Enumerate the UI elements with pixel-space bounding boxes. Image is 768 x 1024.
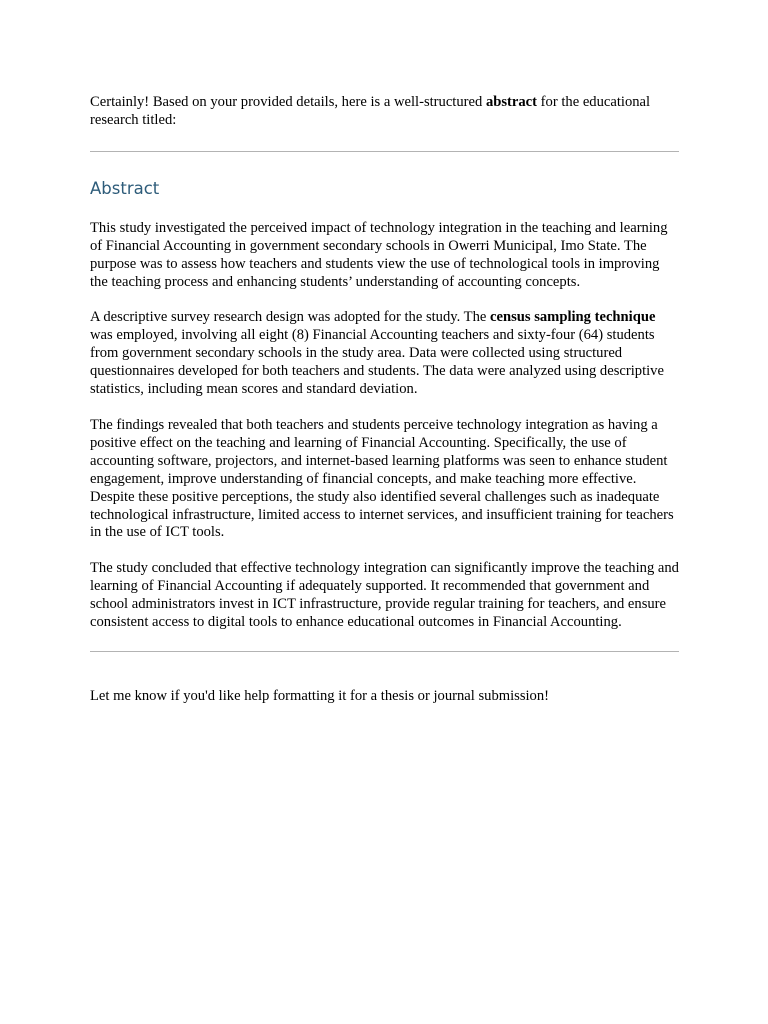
intro-text-end: for the educational research titled: [90, 94, 651, 128]
paragraph-2-bold-term: census sampling technique [490, 309, 656, 326]
divider-top [90, 151, 679, 152]
abstract-paragraph-4: The study concluded that effective technology integration can significantly improve the teaching and learning of Financial Accounting if adequately supported. It recommended that government and school administrators invest in ICT infrastructure, provide regular training for teachers, and ensure consistent access to digital tools to enhance educational outcomes in Financial Accounting. [90, 560, 679, 631]
intro-text [90, 94, 679, 130]
abstract-heading: Abstract [90, 178, 160, 198]
abstract-paragraph-3: The findings revealed that both teachers and students perceive technology integration as having a positive effect on the teaching and learning of Financial Accounting. Specifically, the use of accounting software, projectors, and internet-based learning platforms was seen to enhance student engagement, improve understanding of financial concepts, and make teaching more effective. Despite these positive perceptions, the study also identified several challenges such as inadequate technological infrastructure, limited access to internet services, and insufficient training for teachers in the use of ICT tools. [90, 416, 674, 541]
abstract-paragraph-1: This study investigated the perceived impact of technology integration in the teaching and learning of Financial Accounting in government secondary schools in Owerri Municipal, Imo State. The purpose was to assess how teachers and students view the use of technological tools in improving the teaching process and enhancing students’ understanding of accounting concepts. [90, 219, 668, 290]
closing-text: Let me know if you'd like help formatting it for a thesis or journal submission! [90, 687, 550, 704]
document-body [90, 94, 679, 706]
intro-bold-term: abstract [485, 94, 538, 110]
paragraph-2-start: A descriptive survey research design was adopted for the study. The [90, 309, 490, 326]
abstract-paragraph-2 [90, 309, 679, 399]
paragraph-2-end: was employed, involving all eight (8) Financial Accounting teachers and sixty-four (64) students from government secondary schools in the study area. Data were collected using structured questionnaires developed for both teachers and students. The data were analyzed using descriptive statistics, including mean scores and standard deviation. [90, 327, 664, 398]
divider-bottom [90, 651, 679, 652]
intro-text-start: Certainly! Based on your provided details, here is a well-structured [90, 94, 486, 110]
